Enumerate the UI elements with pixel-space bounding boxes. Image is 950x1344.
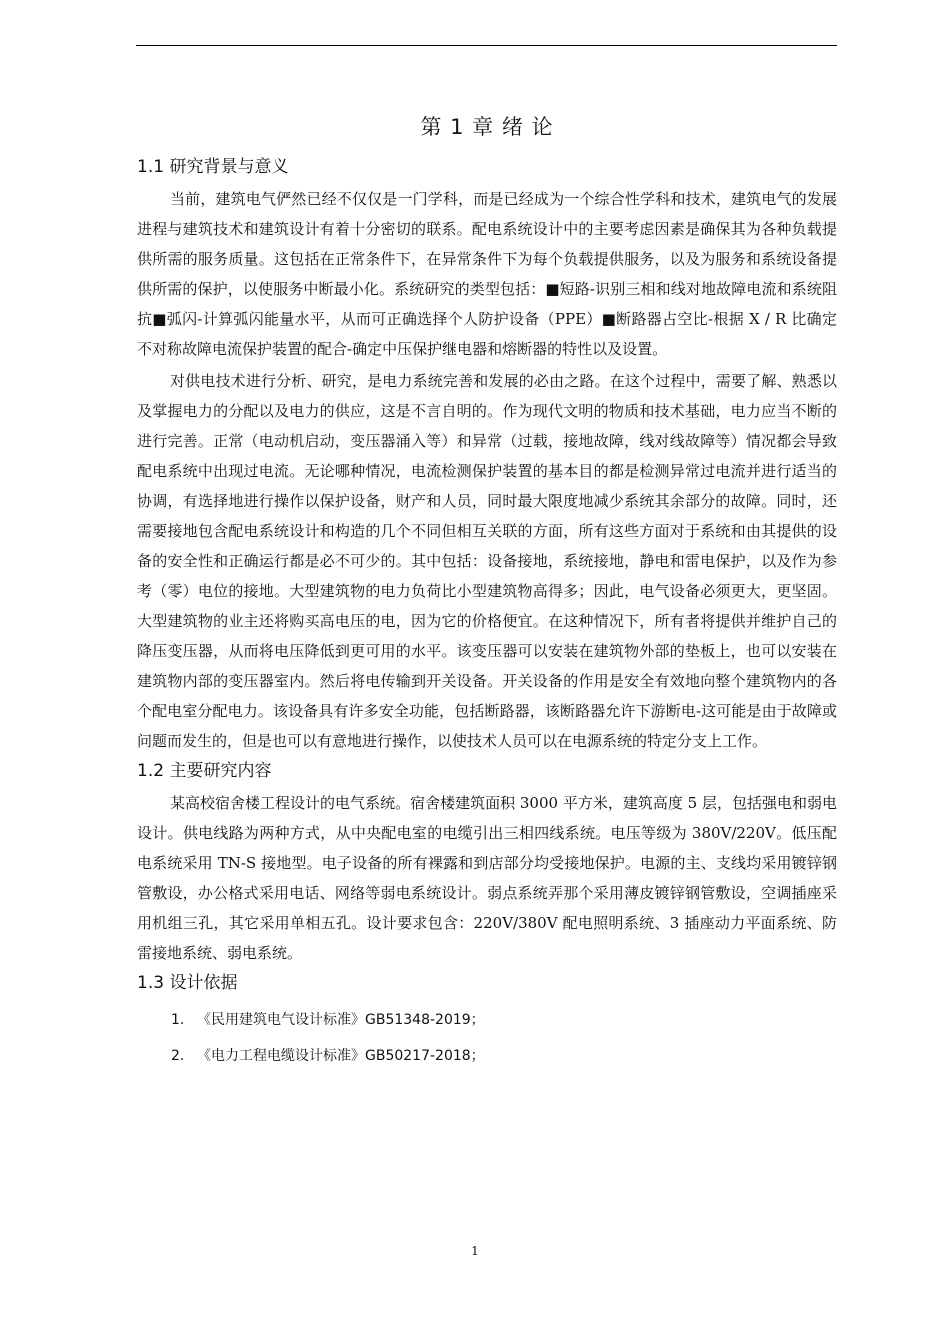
list-item-number: 2. xyxy=(171,1048,185,1064)
reference-list xyxy=(137,1002,837,1074)
page-content xyxy=(137,112,837,1074)
list-item-number: 1. xyxy=(171,1012,185,1028)
header-rule xyxy=(136,45,837,46)
list-item-text: 《民用建筑电气设计标准》GB51348-2019； xyxy=(197,1012,485,1028)
paragraph: 当前，建筑电气俨然已经不仅仅是一门学科，而是已经成为一个综合性学科和技术，建筑电气的发展进程与建筑技术和建筑设计有着十分密切的联系。配电系统设计中的主要考虑因素是确保其为各种负载提供所需的服务质量。这包括在正常条件下，在异常条件下为每个负载提供服务，以及为服务和系统设备提供所需的保护，以使服务中断最小化。系统研究的类型包括：■短路-识别三相和线对地故障电流和系统阻抗■弧闪-计算弧闪能量水平，从而可正确选择个人防护设备（PPE）■断路器占空比-根据 X / R 比确定不对称故障电流保护装置的配合-确定中压保护继电器和熔断器的特性以及设置。 xyxy=(137,190,837,358)
list-item-text: 《电力工程电缆设计标准》GB50217-2018； xyxy=(197,1048,485,1064)
list-item xyxy=(137,1002,837,1038)
paragraph: 某高校宿舍楼工程设计的电气系统。宿舍楼建筑面积 3000 平方米，建筑高度 5 层，包括强电和弱电设计。供电线路为两种方式，从中央配电室的电缆引出三相四线系统。电压等级为 380V/220V。低压配电系统采用 TN-S 接地型。电子设备的所有裸露和到店部分均受接地保护。电源的主、支线均采用镀锌钢管敷设，办公格式采用电话、网络等弱电系统设计。弱点系统弄那个采用薄皮镀锌钢管敷设，空调插座采用机组三孔，其它采用单相五孔。设计要求包含：220V/380V 配电照明系统、3 插座动力平面系统、防雷接地系统、弱电系统。 xyxy=(137,794,837,962)
section-heading-1-3: 1.3 设计依据 xyxy=(137,973,238,993)
page-number: 1 xyxy=(471,1244,479,1258)
paragraph: 对供电技术进行分析、研究，是电力系统完善和发展的必由之路。在这个过程中，需要了解、熟悉以及掌握电力的分配以及电力的供应，这是不言自明的。作为现代文明的物质和技术基础，电力应当不断的进行完善。正常（电动机启动，变压器涌入等）和异常（过载，接地故障，线对线故障等）情况都会导致配电系统中出现过电流。无论哪种情况，电流检测保护装置的基本目的都是检测异常过电流并进行适当的协调，有选择地进行操作以保护设备，财产和人员，同时最大限度地减少系统其余部分的故障。同时，还需要接地包含配电系统设计和构造的几个不同但相互关联的方面，所有这些方面对于系统和由其提供的设备的安全性和正确运行都是必不可少的。其中包括：设备接地，系统接地，静电和雷电保护，以及作为参考（零）电位的接地。大型建筑物的电力负荷比小型建筑物高得多；因此，电气设备必须更大，更坚固。大型建筑物的业主还将购买高电压的电，因为它的价格便宜。在这种情况下，所有者将提供并维护自己的降压变压器，从而将电压降低到更可用的水平。该变压器可以安装在建筑物外部的垫板上，也可以安装在建筑物内部的变压器室内。然后将电传输到开关设备。开关设备的作用是安全有效地向整个建筑物内的各个配电室分配电力。该设备具有许多安全功能，包括断路器，该断路器允许下游断电-这可能是由于故障或问题而发生的，但是也可以有意地进行操作，以使技术人员可以在电源系统的特定分支上工作。 xyxy=(137,372,837,750)
section-heading-1-2: 1.2 主要研究内容 xyxy=(137,761,272,781)
section-heading-1-1: 1.1 研究背景与意义 xyxy=(137,157,289,177)
chapter-title: 第 1 章 绪 论 xyxy=(420,115,554,139)
list-item xyxy=(137,1038,837,1074)
